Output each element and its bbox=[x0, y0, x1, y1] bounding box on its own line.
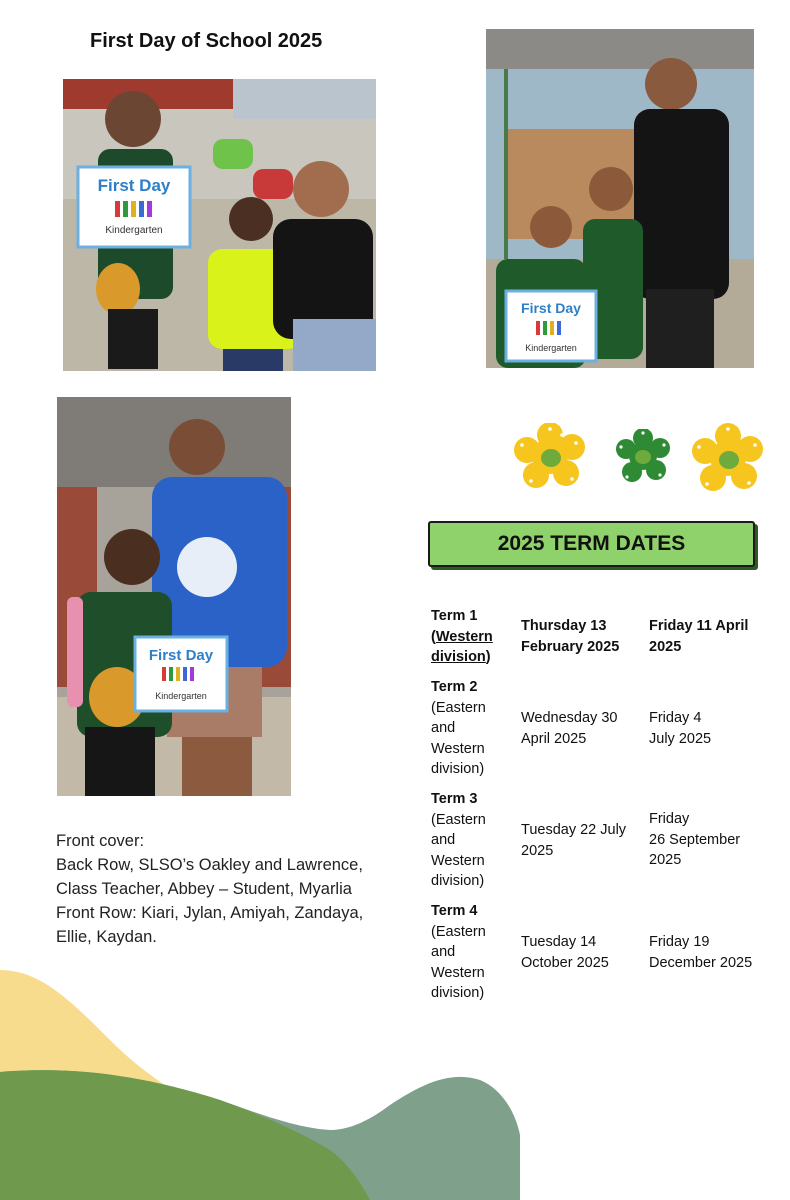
sign-subtitle: Kindergarten bbox=[525, 343, 577, 353]
decorative-waves bbox=[0, 960, 790, 1200]
division-text: Western bbox=[435, 628, 493, 645]
term-1-label-cell: Term 1 (Western division) bbox=[431, 606, 511, 668]
sign-subtitle: Kindergarten bbox=[155, 691, 207, 701]
yellow-flower-icon bbox=[514, 423, 586, 489]
term-3-start: Tuesday 22 July 2025 bbox=[521, 822, 627, 859]
term-label: Term 3 bbox=[431, 791, 478, 807]
sign-title: First Day bbox=[148, 647, 214, 664]
term-1-start: Thursday 13 February 2025 bbox=[521, 618, 620, 655]
first-day-photo-3 bbox=[57, 397, 291, 796]
term-2-end: Friday 4 July 2025 bbox=[649, 710, 712, 747]
term-label: Term 1 bbox=[431, 608, 478, 624]
sign-title: First Day bbox=[97, 176, 171, 195]
first-day-photo-1 bbox=[63, 79, 376, 371]
page-title: First Day of School 2025 bbox=[90, 30, 323, 52]
term-1-end: Friday 11 April 2025 bbox=[649, 618, 749, 655]
term-3-end: Friday 26 September 2025 bbox=[649, 811, 741, 868]
yellow-flower-icon bbox=[692, 423, 764, 493]
term-3-label-cell: Term 3 (Eastern and Western division) bbox=[431, 789, 511, 892]
first-day-photo-2 bbox=[486, 29, 754, 368]
term-4-start: Tuesday 14 October 2025 bbox=[521, 934, 609, 971]
term-2-start: Wednesday 30 April 2025 bbox=[521, 710, 618, 747]
term-2-label-cell: Term 2 (Eastern and Western division) bbox=[431, 677, 511, 780]
term-4-end: Friday 19 December 2025 bbox=[649, 934, 753, 971]
front-cover-caption: Front cover: Back Row, SLSO’s Oakley and Lawrence, Class Teacher, Abbey – Student, Myarlia Front Row: Kiari, Jylan, Amiyah, Zandaya, Ellie, Kaydan. bbox=[56, 832, 364, 946]
term-dates-heading: 2025 TERM DATES bbox=[428, 521, 755, 567]
green-flower-icon bbox=[616, 429, 670, 483]
term-label: Term 2 bbox=[431, 679, 478, 695]
term-4-label-cell: Term 4 (Eastern and Western division) bbox=[431, 901, 511, 1004]
term-label: Term 4 bbox=[431, 903, 478, 919]
sign-title: First Day bbox=[521, 300, 581, 316]
sign-subtitle: Kindergarten bbox=[105, 225, 163, 236]
